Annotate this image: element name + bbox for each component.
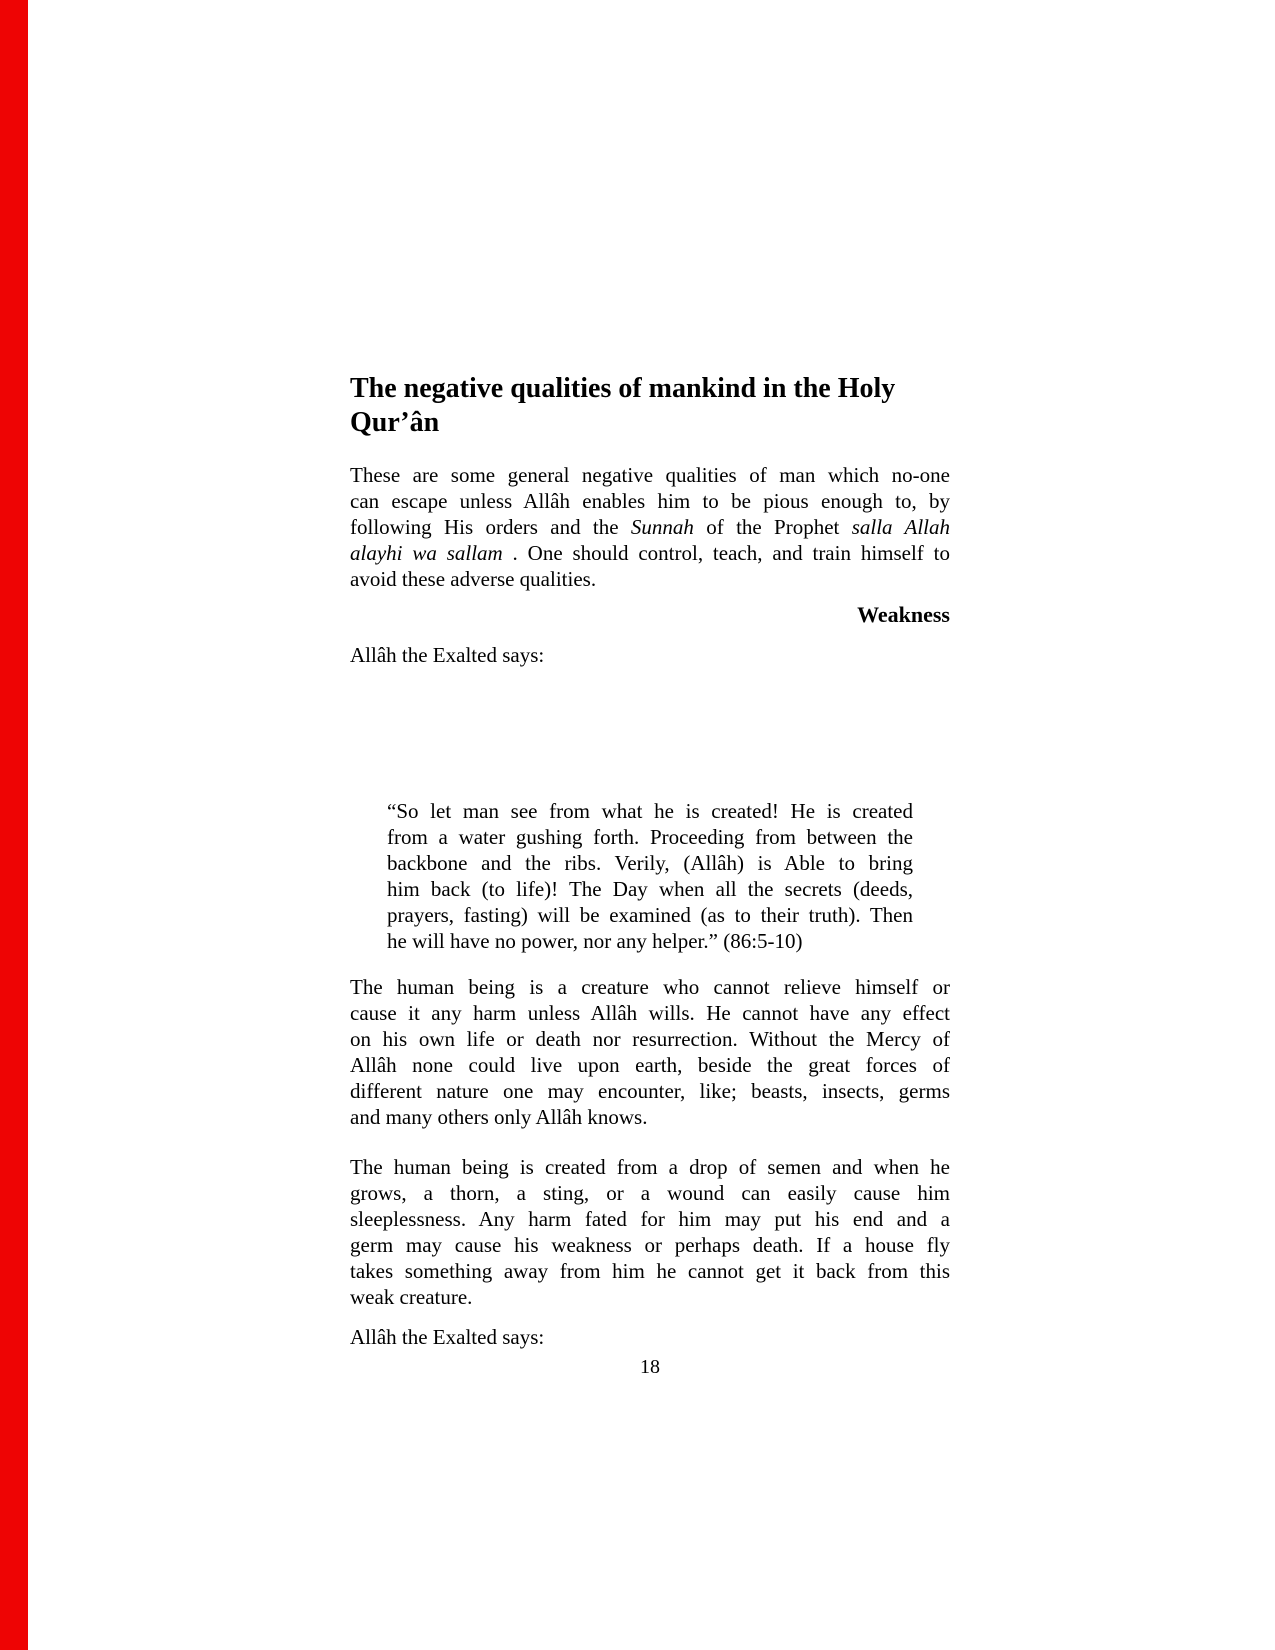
text-line: prayers, fasting) will be examined (as to their truth). Then bbox=[387, 903, 913, 927]
text-line: sleeplessness. Any harm fated for him may put his end and a bbox=[350, 1207, 950, 1231]
text-line: The human being is a creature who cannot relieve himself or bbox=[350, 975, 950, 999]
section-heading-weakness: Weakness bbox=[857, 602, 950, 627]
text-line: on his own life or death nor resurrection. Without the Mercy of bbox=[350, 1027, 950, 1051]
text-line: takes something away from him he cannot get it back from this bbox=[350, 1259, 950, 1283]
page-title: The negative qualities of mankind in the Holy Qur’ân bbox=[350, 373, 896, 438]
exalted-says-line-1: Allâh the Exalted says: bbox=[350, 643, 545, 667]
intro-paragraph bbox=[350, 462, 950, 592]
text-line: avoid these adverse qualities. bbox=[350, 567, 597, 591]
exalted-says-line-2: Allâh the Exalted says: bbox=[350, 1325, 545, 1349]
text-line: can escape unless Allâh enables him to be pious enough to, by bbox=[350, 489, 950, 513]
body-paragraph-3 bbox=[350, 1154, 950, 1310]
page-number: 18 bbox=[640, 1356, 660, 1378]
text-line: from a water gushing forth. Proceeding from between the bbox=[387, 825, 913, 849]
text-line: grows, a thorn, a sting, or a wound can easily cause him bbox=[350, 1181, 950, 1205]
text-line: “So let man see from what he is created! He is created bbox=[387, 799, 913, 823]
page-content bbox=[350, 372, 950, 1350]
text-line: he will have no power, nor any helper.” (86:5-10) bbox=[387, 929, 803, 953]
text-line: alayhi wa sallam . One should control, teach, and train himself to bbox=[350, 541, 950, 565]
text-line: and many others only Allâh knows. bbox=[350, 1105, 648, 1129]
text-line: him back (to life)! The Day when all the secrets (deeds, bbox=[387, 877, 913, 901]
text-line: Allâh none could live upon earth, beside the great forces of bbox=[350, 1053, 950, 1077]
body-paragraph-2 bbox=[350, 974, 950, 1130]
text-line: different nature one may encounter, like; beasts, insects, germs bbox=[350, 1079, 950, 1103]
text-line: cause it any harm unless Allâh wills. He cannot have any effect bbox=[350, 1001, 950, 1025]
text-line: The human being is created from a drop of semen and when he bbox=[350, 1155, 950, 1179]
text-line: backbone and the ribs. Verily, (Allâh) is Able to bring bbox=[387, 851, 913, 875]
text-line: following His orders and the Sunnah of the Prophet salla Allah bbox=[350, 515, 950, 539]
quran-quote-block bbox=[387, 798, 913, 954]
text-line: germ may cause his weakness or perhaps death. If a house fly bbox=[350, 1233, 950, 1257]
page-edge-stripe bbox=[0, 0, 28, 1650]
text-line: These are some general negative qualities of man which no-one bbox=[350, 463, 950, 487]
text-line: weak creature. bbox=[350, 1285, 473, 1309]
